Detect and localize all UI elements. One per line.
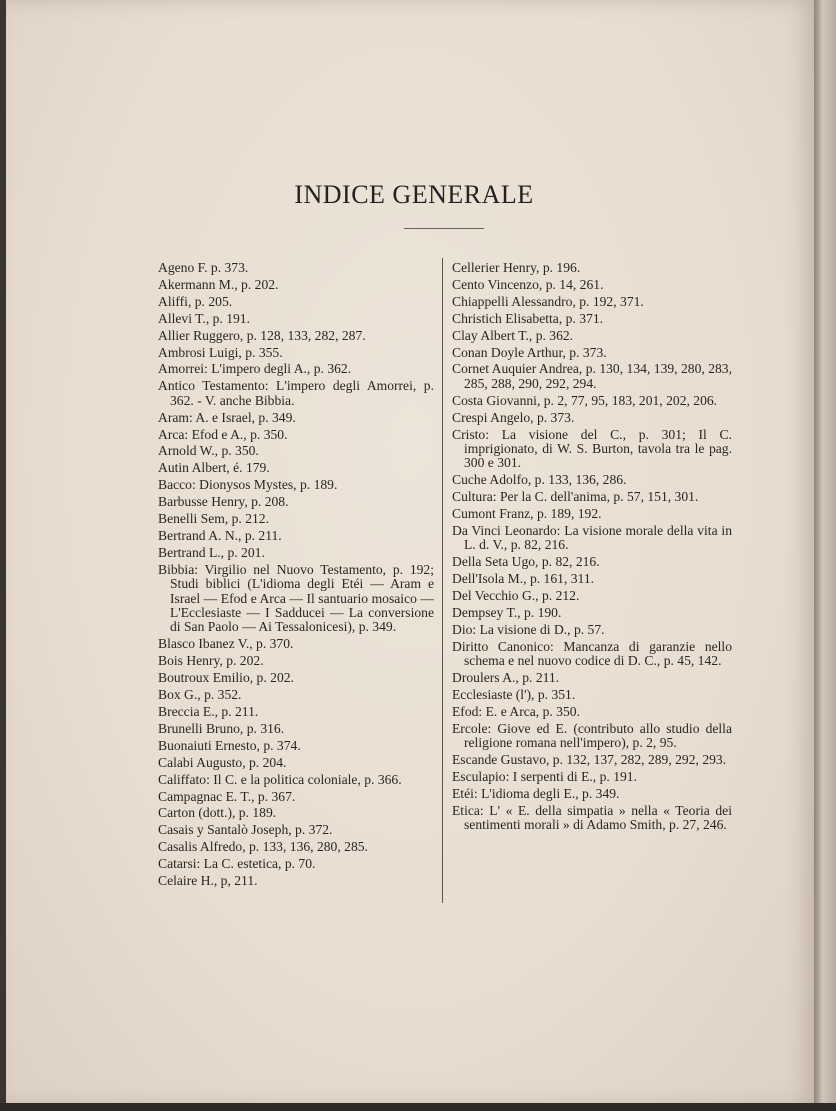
index-entry: Diritto Canonico: Mancanza di garanzie nello schema e nel nuovo codice di D. C., p. 45, 142. bbox=[452, 638, 732, 669]
index-entry: Della Seta Ugo, p. 82, 216. bbox=[452, 554, 600, 570]
index-entry: Costa Giovanni, p. 2, 77, 95, 183, 201, 202, 206. bbox=[452, 392, 718, 408]
index-entry: Bacco: Dionysos Mystes, p. 189. bbox=[158, 477, 338, 493]
index-entry: Cumont Franz, p. 189, 192. bbox=[452, 506, 602, 522]
index-entry: Amorrei: L'impero degli A., p. 362. bbox=[158, 361, 352, 377]
index-entry: Bois Henry, p. 202. bbox=[158, 653, 264, 669]
index-entry: Califfato: Il C. e la politica coloniale, p. 366. bbox=[158, 771, 402, 787]
index-entry: Etéi: L'idioma degli E., p. 349. bbox=[452, 786, 620, 801]
index-column-right bbox=[452, 261, 732, 835]
column-divider bbox=[442, 258, 443, 903]
index-entry: Boutroux Emilio, p. 202. bbox=[158, 670, 294, 686]
index-entry: Da Vinci Leonardo: La visione morale della vita in L. d. V., p. 82, 216. bbox=[452, 523, 732, 553]
book-spine bbox=[814, 0, 836, 1111]
index-entry: Aliffi, p. 205. bbox=[158, 293, 233, 309]
index-entry: Box G., p. 352. bbox=[158, 687, 242, 703]
index-entry: Casalis Alfredo, p. 133, 136, 280, 285. bbox=[158, 839, 368, 855]
index-entry: Chiappelli Alessandro, p. 192, 371. bbox=[452, 293, 644, 309]
page-bottom-edge bbox=[0, 1103, 836, 1111]
index-entry: Escande Gustavo, p. 132, 137, 282, 289, 292, 293. bbox=[452, 752, 727, 768]
index-entry: Conan Doyle Arthur, p. 373. bbox=[452, 344, 607, 360]
index-entry: Etica: L' « E. della simpatia » nella « Teoria dei sentimenti morali » di Adamo Smith, p. 27, 246. bbox=[452, 802, 732, 833]
index-entry: Catarsi: La C. estetica, p. 70. bbox=[158, 856, 316, 872]
index-entry: Casais y Santalò Joseph, p. 372. bbox=[158, 822, 333, 838]
index-entry: Dell'Isola M., p. 161, 311. bbox=[452, 571, 595, 587]
index-entry: Dempsey T., p. 190. bbox=[452, 605, 562, 621]
index-entry: Campagnac E. T., p. 367. bbox=[158, 788, 296, 804]
index-entry: Del Vecchio G., p. 212. bbox=[452, 588, 580, 604]
index-entry: Barbusse Henry, p. 208. bbox=[158, 494, 289, 510]
index-entry: Benelli Sem, p. 212. bbox=[158, 511, 270, 527]
index-entry: Ecclesiaste (l'), p. 351. bbox=[452, 687, 576, 703]
index-entry: Buonaiuti Ernesto, p. 374. bbox=[158, 737, 301, 753]
index-entry: Droulers A., p. 211. bbox=[452, 670, 560, 686]
index-entry: Allevi T., p. 191. bbox=[158, 310, 251, 326]
index-entry: Cellerier Henry, p. 196. bbox=[452, 260, 581, 275]
index-entry: Breccia E., p. 211. bbox=[158, 703, 259, 719]
index-entry: Ambrosi Luigi, p. 355. bbox=[158, 344, 283, 360]
index-entry: Brunelli Bruno, p. 316. bbox=[158, 720, 285, 736]
index-entry: Cuche Adolfo, p. 133, 136, 286. bbox=[452, 472, 627, 488]
index-entry: Clay Albert T., p. 362. bbox=[452, 327, 574, 343]
index-entry: Bertrand L., p. 201. bbox=[158, 544, 265, 560]
index-entry: Cultura: Per la C. dell'anima, p. 57, 151, 301. bbox=[452, 489, 699, 505]
index-entry: Dio: La visione di D., p. 57. bbox=[452, 621, 605, 637]
page-title: INDICE GENERALE bbox=[294, 180, 534, 209]
index-entry: Calabi Augusto, p. 204. bbox=[158, 754, 287, 770]
index-entry: Cento Vincenzo, p. 14, 261. bbox=[452, 276, 604, 292]
index-entry: Blasco Ibanez V., p. 370. bbox=[158, 636, 294, 652]
index-entry: Bibbia: Virgilio nel Nuovo Testamento, p. 192; Studi biblici (L'idioma degli Etéi — Aram e Israel — Efod e Arca — Il santuario mosaico — L'Ecclesiaste — I Sadducei — La conversione di San Paolo — Ai Tessalonicesi), p. 349. bbox=[158, 561, 434, 635]
index-entry: Celaire H., p, 211. bbox=[158, 873, 258, 889]
index-column-left bbox=[158, 261, 434, 891]
index-entry: Bertrand A. N., p. 211. bbox=[158, 528, 282, 543]
index-entry: Aram: A. e Israel, p. 349. bbox=[158, 409, 296, 425]
index-entry: Arca: Efod e A., p. 350. bbox=[158, 426, 288, 442]
index-entry: Esculapio: I serpenti di E., p. 191. bbox=[452, 769, 637, 785]
index-entry: Antico Testamento: L'impero degli Amorrei, p. 362. - V. anche Bibbia. bbox=[158, 378, 434, 408]
index-entry: Allier Ruggero, p. 128, 133, 282, 287. bbox=[158, 327, 366, 343]
index-entry: Autin Albert, é. 179. bbox=[158, 460, 270, 476]
title-rule bbox=[404, 228, 484, 229]
index-entry: Arnold W., p. 350. bbox=[158, 443, 259, 459]
index-entry: Carton (dott.), p. 189. bbox=[158, 805, 277, 821]
index-entry: Christich Elisabetta, p. 371. bbox=[452, 310, 604, 326]
index-entry: Ageno F. p. 373. bbox=[158, 260, 249, 275]
index-entry: Cristo: La visione del C., p. 301; Il C. imprigionato, di W. S. Burton, tavola tra le pag. 300 e 301. bbox=[452, 426, 732, 471]
index-entry: Ercole: Giove ed E. (contributo allo studio della religione romana nell'impero), p. 2, 95. bbox=[452, 720, 732, 751]
index-entry: Efod: E. e Arca, p. 350. bbox=[452, 703, 580, 719]
index-entry: Akermann M., p. 202. bbox=[158, 276, 279, 292]
index-entry: Cornet Auquier Andrea, p. 130, 134, 139, 280, 283, 285, 288, 290, 292, 294. bbox=[452, 361, 732, 391]
book-page bbox=[6, 0, 814, 1105]
index-entry: Crespi Angelo, p. 373. bbox=[452, 409, 575, 425]
